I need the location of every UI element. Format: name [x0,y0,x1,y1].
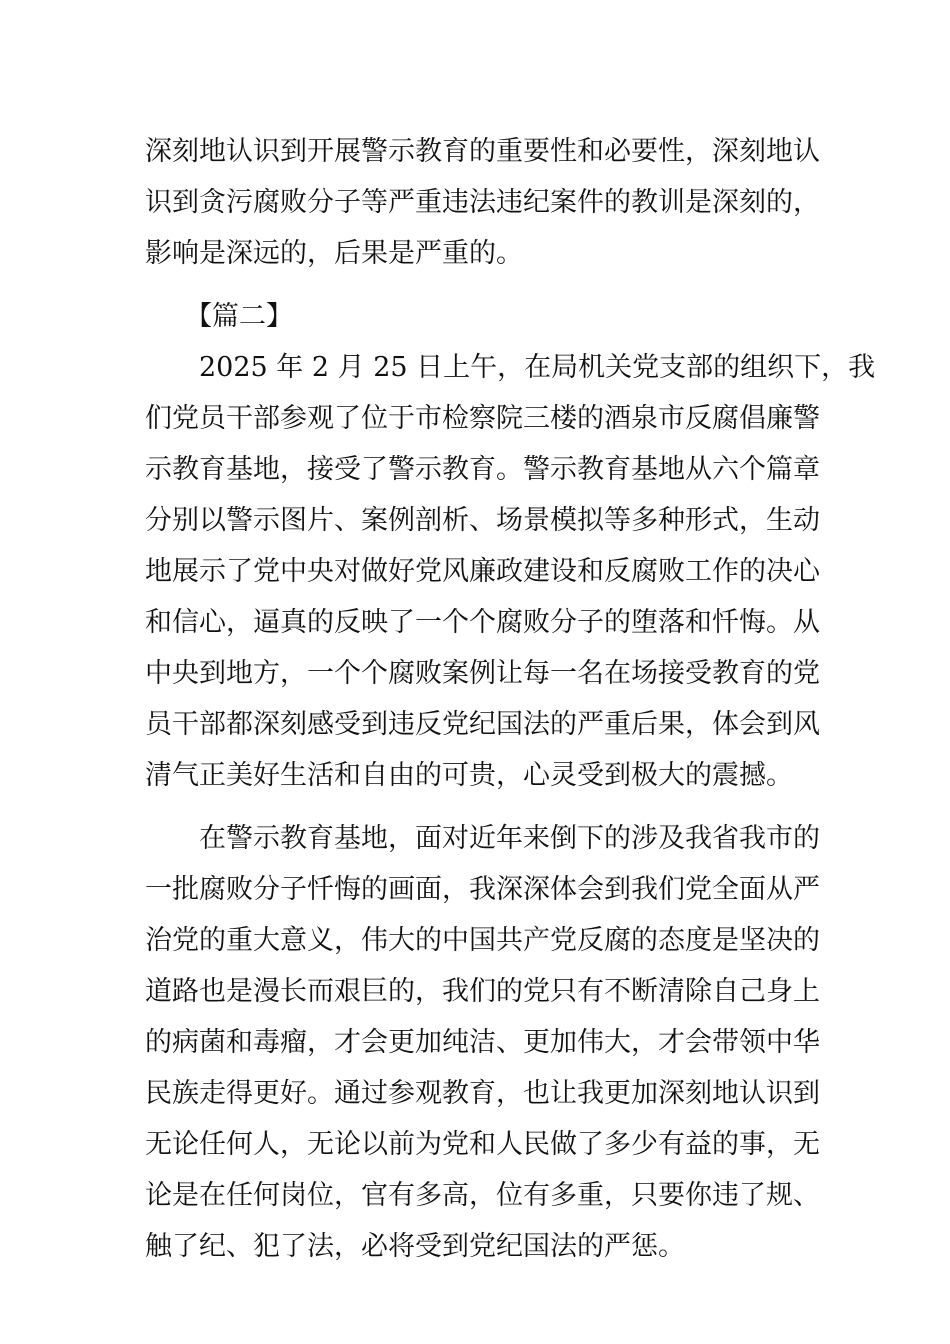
text-line: 分别以警示图片、案例剖析、场景模拟等多种形式，生动 [145,505,820,536]
text-line: 们党员干部参观了位于市检察院三楼的酒泉市反腐倡廉警 [145,403,820,434]
text-line: 一批腐败分子忏悔的画面，我深深体会到我们党全面从严 [145,874,820,905]
text-line: 治党的重大意义，伟大的中国共产党反腐的态度是坚决的 [145,925,820,956]
section-heading-text: 【篇二】 [185,301,293,332]
section-heading [145,291,807,342]
text-line: 识到贪污腐败分子等严重违法违纪案件的教训是深刻的， [145,187,820,218]
paragraph-reflection [145,813,820,1272]
text-line: 示教育基地，接受了警示教育。警示教育基地从六个篇章 [145,454,820,485]
text-line: 论是在任何岗位，官有多高，位有多重，只要你违了规、 [145,1180,820,1211]
text-line: 触了纪、犯了法，必将受到党纪国法的严惩。 [145,1231,685,1262]
text-line: 影响是深远的，后果是严重的。 [145,238,523,269]
text-line: 无论任何人，无论以前为党和人民做了多少有益的事，无 [145,1129,820,1160]
text-line: 中央到地方，一个个腐败案例让每一名在场接受教育的党 [145,658,820,689]
text-line: 地展示了党中央对做好党风廉政建设和反腐败工作的决心 [145,556,820,587]
text-line: 道路也是漫长而艰巨的，我们的党只有不断清除自己身上 [145,976,820,1007]
paragraph-visit [145,342,876,801]
paragraph-continuation [145,126,820,279]
text-line: 和信心，逼真的反映了一个个腐败分子的堕落和忏悔。从 [145,607,820,638]
text-line: 员干部都深刻感受到违反党纪国法的严重后果，体会到风 [145,709,820,740]
text-line: 民族走得更好。通过参观教育，也让我更加深刻地认识到 [145,1078,820,1109]
text-line: 在警示教育基地，面对近年来倒下的涉及我省我市的 [199,823,820,854]
text-line: 深刻地认识到开展警示教育的重要性和必要性，深刻地认 [145,136,820,167]
text-line: 清气正美好生活和自由的可贵，心灵受到极大的震撼。 [145,760,793,791]
document-body [145,126,876,1272]
text-line: 的病菌和毒瘤，才会更加纯洁、更加伟大，才会带领中华 [145,1027,820,1058]
text-line: 2025 年 2 月 25 日上午，在局机关党支部的组织下，我 [199,352,876,383]
